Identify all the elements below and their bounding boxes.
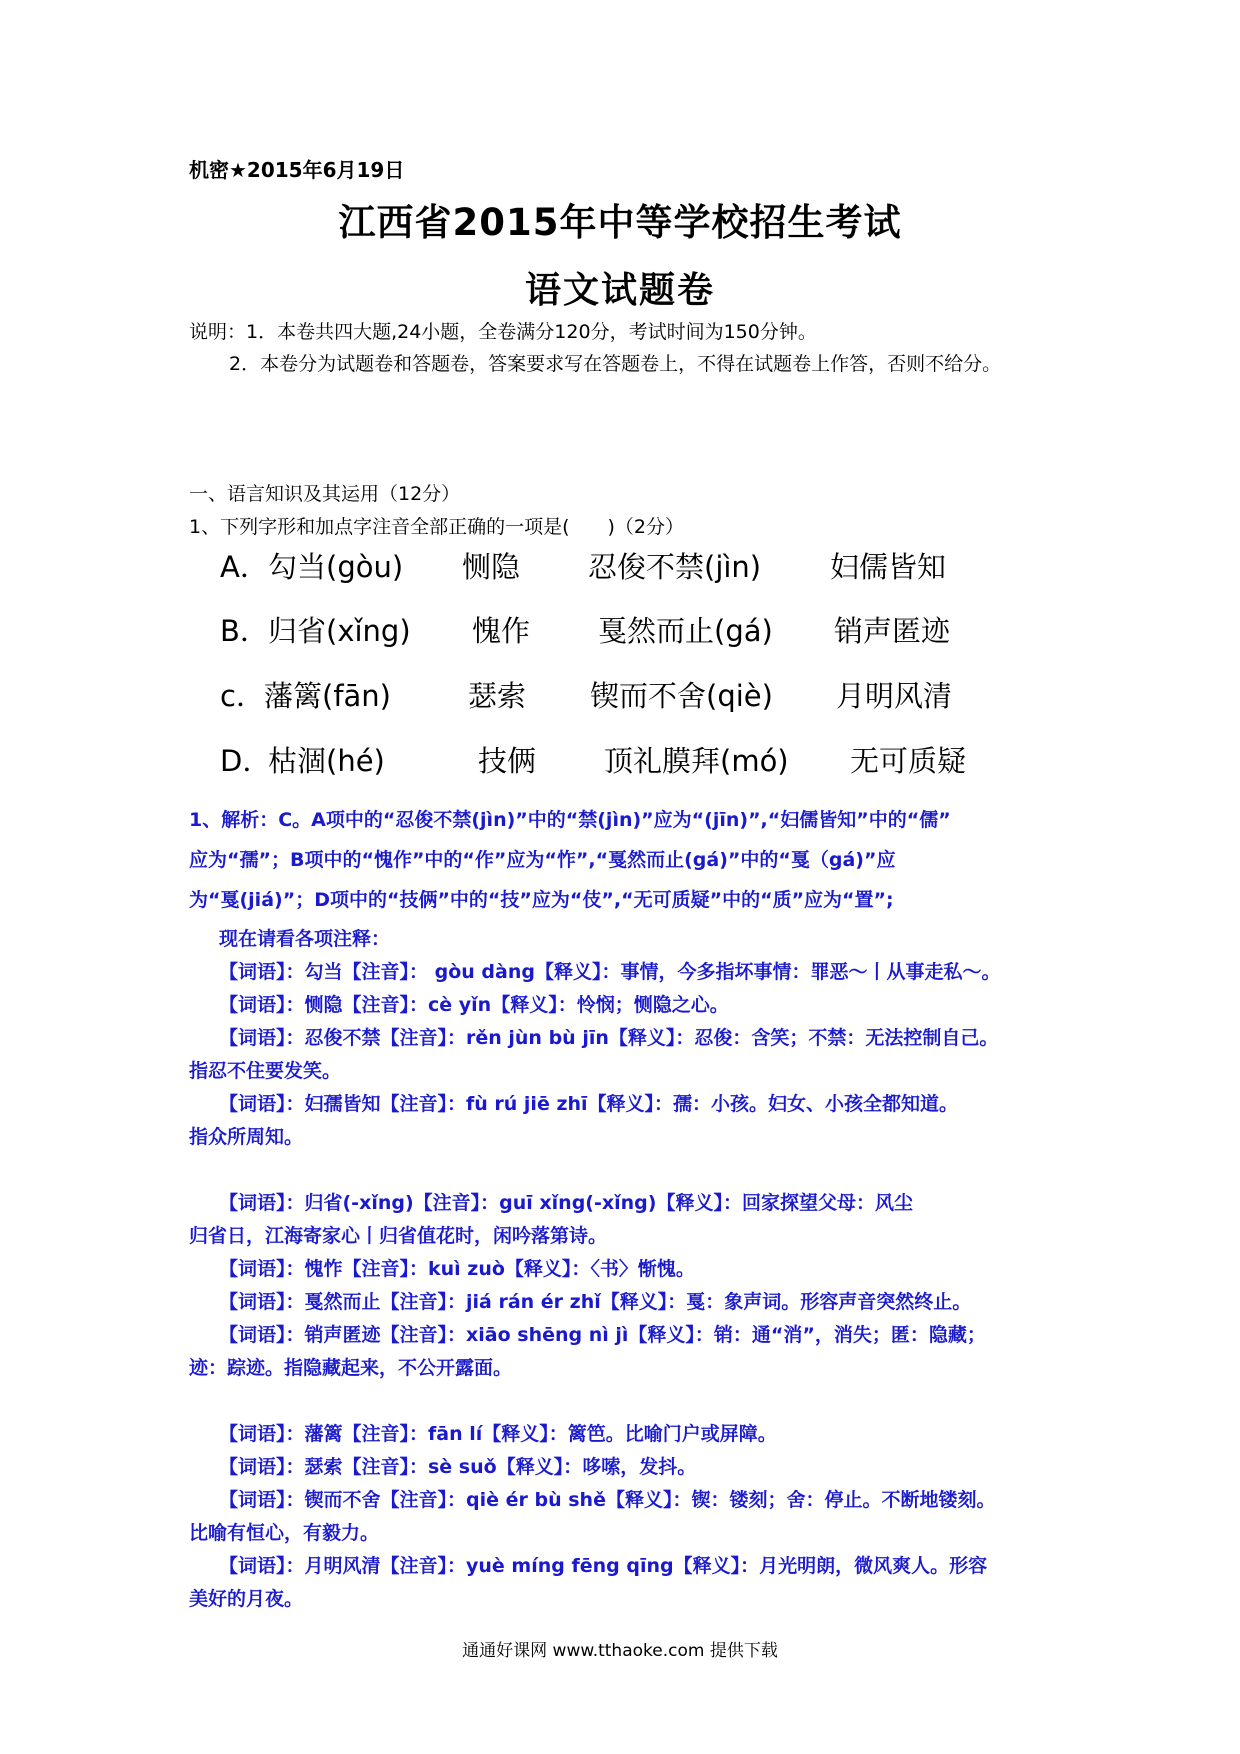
- definition-line: 【词语】：锲而不舍【注音】：qiè ér bù shě【释义】：锲：镂刻；舍：停止。不断地镂刻。: [219, 1489, 996, 1511]
- option-word: 忍俊不禁(jìn): [588, 550, 762, 584]
- definition-line: 【词语】：妇孺皆知【注音】：fù rú jiē zhī【释义】：孺：小孩。妇女、小孩全都知道。: [219, 1093, 959, 1115]
- option-word: 顶礼膜拜(mó): [604, 744, 789, 778]
- definition-line: 指忍不住要发笑。: [189, 1060, 342, 1082]
- definition-line: 【词语】：愧怍【注音】：kuì zuò【释义】：〈书〉惭愧。: [219, 1258, 695, 1280]
- option-word: 月明风清: [836, 679, 953, 713]
- option-word: 恻隐: [462, 550, 521, 584]
- definition-line: 【词语】：戛然而止【注音】：jiá rán ér zhǐ【释义】：戛：象声词。形容声音突然终止。: [219, 1291, 972, 1313]
- footer-credit: 通通好课网 www.tthaoke.com 提供下载: [462, 1641, 778, 1661]
- option-b: [220, 609, 1020, 649]
- option-label: B．: [220, 614, 269, 648]
- definition-line: 【词语】：恻隐【注音】：cè yǐn【释义】：怜悯；恻隐之心。: [219, 994, 729, 1016]
- option-word: 瑟索: [468, 679, 527, 713]
- option-c: [220, 674, 1020, 714]
- option-word: 技俩: [478, 744, 537, 778]
- question-1: 1、下列字形和加点字注音全部正确的一项是( )（2分）: [189, 516, 685, 538]
- definition-line: 迹：踪迹。指隐藏起来，不公开露面。: [189, 1357, 513, 1379]
- spacer: [189, 1154, 1059, 1187]
- confidential-date: 机密★2015年6月19日: [189, 158, 405, 182]
- definitions-list: [189, 923, 1059, 1616]
- section-heading: 一、语言知识及其运用（12分）: [189, 483, 461, 505]
- answer-line: 为“戛(jiá)”；D项中的“技俩”中的“技”应为“伎”,“无可质疑”中的“质”应为“置”;: [189, 889, 894, 911]
- definition-line: 【词语】：勾当【注音】： gòu dàng【释义】：事情，今多指坏事情：罪恶～丨从事走私～。: [219, 961, 1001, 983]
- option-label: A．: [220, 550, 269, 584]
- definition-line: 【词语】：藩篱【注音】：fān lí【释义】：篱笆。比喻门户或屏障。: [219, 1423, 777, 1445]
- option-word: 枯涸(hé): [268, 744, 385, 778]
- option-word: 戛然而止(gá): [598, 614, 773, 648]
- definition-line: 【词语】：瑟索【注音】：sè suǒ【释义】：哆嗦，发抖。: [219, 1456, 697, 1478]
- option-word: 销声匿迹: [834, 614, 951, 648]
- definition-line: 【词语】：销声匿迹【注音】：xiāo shēng nì jì【释义】：销：通“消”，消失；匿：隐藏；: [219, 1324, 986, 1346]
- instructions-line-1: 说明：1．本卷共四大题,24小题，全卷满分120分，考试时间为150分钟。: [189, 321, 817, 343]
- option-word: 藩篱(fān): [264, 679, 391, 713]
- option-word: 无可质疑: [850, 744, 967, 778]
- option-d: [220, 739, 1020, 779]
- option-word: 愧作: [472, 614, 531, 648]
- definition-line: 归省日，江海寄家心丨归省值花时，闲吟落第诗。: [189, 1225, 608, 1247]
- exam-title: 江西省2015年中等学校招生考试: [338, 201, 902, 244]
- option-a: [220, 545, 1020, 585]
- option-label: D．: [220, 744, 272, 778]
- option-word: 妇儒皆知: [830, 550, 947, 584]
- definition-line: 比喻有恒心，有毅力。: [189, 1522, 380, 1544]
- answer-line: 1、解析：C。A项中的“忍俊不禁(jìn)”中的“禁(jìn)”应为“(jīn)”,“妇儒皆知”中的“儒”: [189, 809, 951, 831]
- answer-line: 应为“孺”；B项中的“愧作”中的“作”应为“怍”,“戛然而止(gá)”中的“戛（gá)”应: [189, 849, 896, 871]
- exam-subtitle: 语文试题卷: [524, 270, 715, 311]
- definition-line: 指众所周知。: [189, 1126, 304, 1148]
- option-label: c．: [220, 679, 265, 713]
- option-word: 锲而不舍(qiè): [590, 679, 773, 713]
- option-word: 归省(xǐng): [268, 614, 411, 648]
- spacer: [189, 1385, 1059, 1418]
- definition-line: 【词语】：月明风清【注音】：yuè míng fēng qīng【释义】：月光明朗，微风爽人。形容: [219, 1555, 988, 1577]
- answer-explanation: [189, 800, 1059, 920]
- instructions-line-2: 2．本卷分为试题卷和答题卷，答案要求写在答题卷上，不得在试题卷上作答，否则不给分。: [229, 353, 1002, 375]
- definition-line: 美好的月夜。: [189, 1588, 304, 1610]
- definition-line: 【词语】：归省(-xǐng)【注音】：guī xǐng(-xǐng)【释义】：回家探望父母：风尘: [219, 1192, 913, 1214]
- definition-line: 现在请看各项注释：: [219, 928, 391, 950]
- option-word: 勾当(gòu): [268, 550, 404, 584]
- definition-line: 【词语】：忍俊不禁【注音】：rěn jùn bù jīn【释义】：忍俊：含笑；不禁：无法控制自己。: [219, 1027, 999, 1049]
